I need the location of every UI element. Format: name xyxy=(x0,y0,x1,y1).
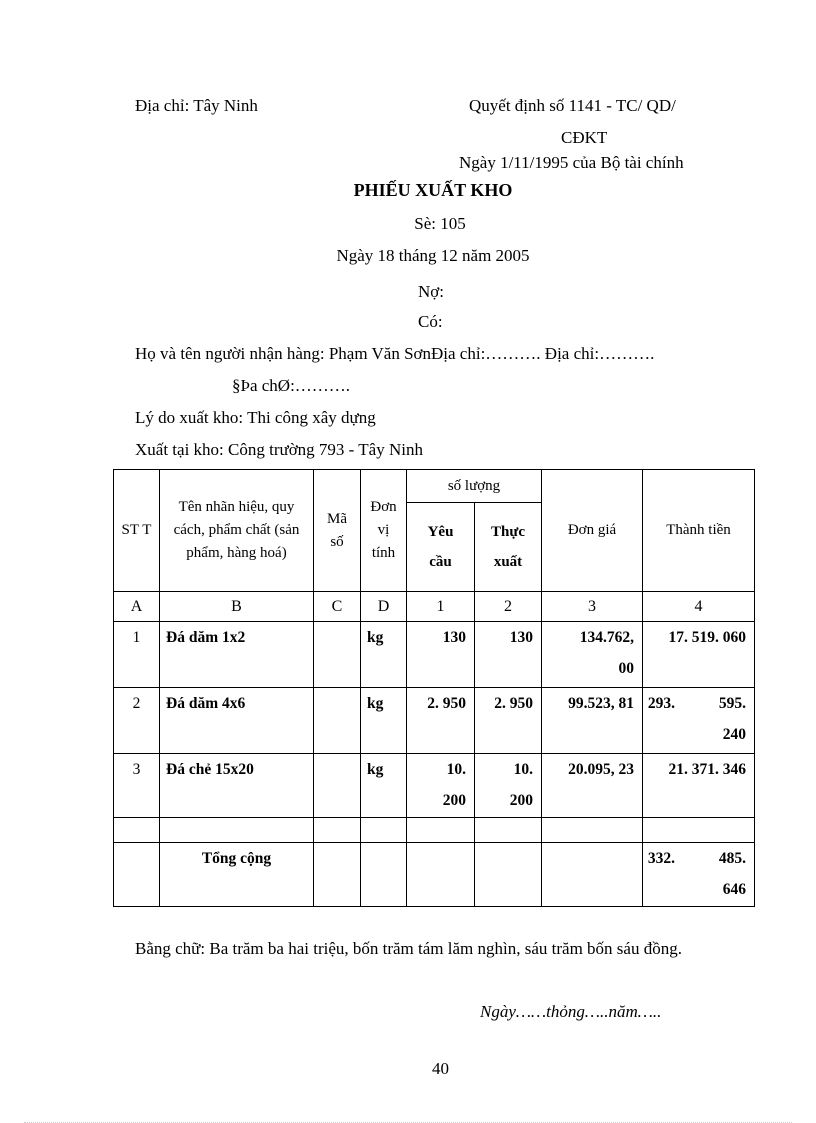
letter-cell: 2 xyxy=(475,592,542,622)
header-price: Đơn giá xyxy=(542,470,643,592)
row-code xyxy=(314,688,361,754)
row-code xyxy=(314,622,361,688)
table-row xyxy=(114,622,755,688)
letter-cell: C xyxy=(314,592,361,622)
row-unit: kg xyxy=(361,754,407,818)
goods-table xyxy=(113,469,755,907)
row-actual: 130 xyxy=(475,622,542,688)
header-required: Yêu cầu xyxy=(407,503,475,592)
letter-cell: 3 xyxy=(542,592,643,622)
document-number: Sè: 105 xyxy=(414,214,466,233)
row-unit: kg xyxy=(361,622,407,688)
receiver-address-line: §Þa chØ:………. xyxy=(232,376,351,395)
decision-line-2: CĐKT xyxy=(561,128,608,147)
total-label: Tổng cộng xyxy=(160,843,314,907)
letter-cell: B xyxy=(160,592,314,622)
row-price: 20.095, 23 xyxy=(542,754,643,818)
row-amount: 293. 595. 240 xyxy=(643,688,755,754)
page-number: 40 xyxy=(432,1059,449,1078)
row-name: Đá dăm 1x2 xyxy=(160,622,314,688)
letter-cell: 1 xyxy=(407,592,475,622)
row-required: 2. 950 xyxy=(407,688,475,754)
row-actual: 10. 200 xyxy=(475,754,542,818)
credit-label: Có: xyxy=(418,312,443,331)
header-name: Tên nhãn hiệu, quy cách, phẩm chất (sản phẩm, hàng hoá) xyxy=(160,470,314,592)
header-actual: Thực xuất xyxy=(475,503,542,592)
amount-in-words: Bằng chữ: Ba trăm ba hai triệu, bốn trăm tám lăm nghìn, sáu trăm bốn sáu đồng. xyxy=(135,939,682,958)
empty-row xyxy=(114,818,755,843)
row-required: 10. 200 xyxy=(407,754,475,818)
row-stt: 2 xyxy=(114,688,160,754)
sign-date: Ngày……thỏng…..năm….. xyxy=(480,1002,662,1021)
row-unit: kg xyxy=(361,688,407,754)
row-name: Đá chẻ 15x20 xyxy=(160,754,314,818)
table-row xyxy=(114,688,755,754)
row-code xyxy=(314,754,361,818)
debit-label: Nợ: xyxy=(418,282,444,301)
row-price: 99.523, 81 xyxy=(542,688,643,754)
row-stt: 3 xyxy=(114,754,160,818)
total-row xyxy=(114,843,755,907)
header-amount: Thành tiền xyxy=(643,470,755,592)
row-amount: 17. 519. 060 xyxy=(643,622,755,688)
row-amount: 21. 371. 346 xyxy=(643,754,755,818)
total-amount: 332. 485. 646 xyxy=(643,843,755,907)
decision-line-3: Ngày 1/11/1995 của Bộ tài chính xyxy=(459,153,684,172)
header-unit: Đơn vị tính xyxy=(361,470,407,592)
letter-cell: D xyxy=(361,592,407,622)
receiver-line: Họ và tên người nhận hàng: Phạm Văn SơnĐịa chỉ:………. Địa chỉ:………. xyxy=(135,344,655,363)
letter-cell: A xyxy=(114,592,160,622)
header-stt: ST T xyxy=(114,470,160,592)
table-row xyxy=(114,754,755,818)
letter-cell: 4 xyxy=(643,592,755,622)
reason-line: Lý do xuất kho: Thi công xây dựng xyxy=(135,408,376,427)
document-title: PHIẾU XUẤT KHO xyxy=(353,180,513,200)
row-price: 134.762, 00 xyxy=(542,622,643,688)
address-line: Địa chỉ: Tây Ninh xyxy=(135,96,258,115)
decision-line-1: Quyết định số 1141 - TC/ QD/ xyxy=(469,96,676,115)
document-date: Ngày 18 tháng 12 năm 2005 xyxy=(336,246,530,265)
warehouse-line: Xuất tại kho: Công trường 793 - Tây Ninh xyxy=(135,440,423,459)
row-stt: 1 xyxy=(114,622,160,688)
row-required: 130 xyxy=(407,622,475,688)
row-name: Đá dăm 4x6 xyxy=(160,688,314,754)
header-code: Mã số xyxy=(314,470,361,592)
row-actual: 2. 950 xyxy=(475,688,542,754)
header-quantity: số lượng xyxy=(407,470,542,503)
